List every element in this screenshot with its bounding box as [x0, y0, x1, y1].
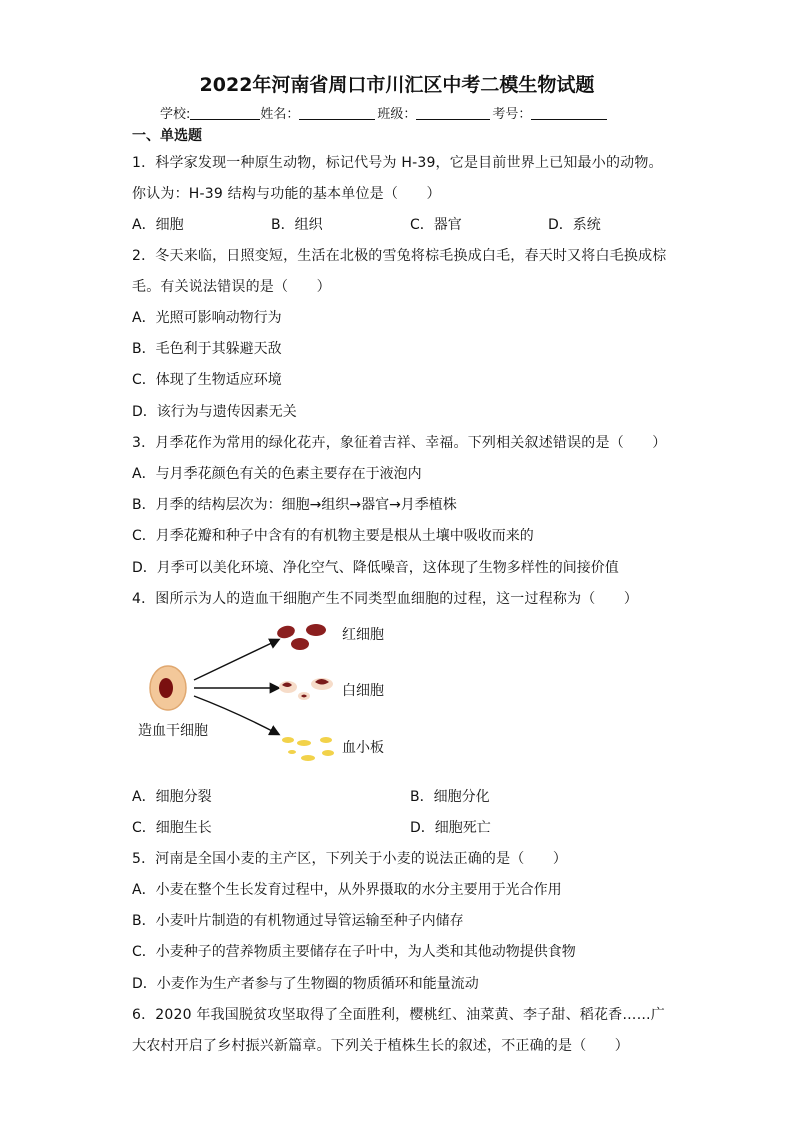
question-4-option-a[interactable]: A．细胞分裂 — [132, 789, 212, 805]
question-2-option-a[interactable]: A．光照可影响动物行为 — [132, 310, 282, 326]
number-blank[interactable] — [531, 107, 607, 120]
platelets — [282, 737, 334, 761]
question-5-option-a[interactable]: A．小麦在整个生长发育过程中，从外界摄取的水分主要用于光合作用 — [132, 882, 562, 898]
name-label: 姓名： — [260, 107, 300, 122]
question-1-line-2: 你认为：H-39 结构与功能的基本单位是（ ） — [132, 186, 441, 202]
question-5-line-1: 5．河南是全国小麦的主产区，下列关于小麦的说法正确的是（ ） — [132, 851, 568, 867]
question-2-line-2: 毛。有关说法错误的是（ ） — [132, 279, 331, 295]
page-title: 2022年河南省周口市川汇区中考二模生物试题 — [199, 74, 595, 96]
question-1-option-a[interactable]: A．细胞 — [132, 217, 184, 233]
blood-cell-diagram — [132, 612, 432, 772]
question-6-line-2: 大农村开启了乡村振兴新篇章。下列关于植株生长的叙述，不正确的是（ ） — [132, 1038, 629, 1054]
question-2-line-1: 2．冬天来临，日照变短，生活在北极的雪兔将棕毛换成白毛，春天时又将白毛换成棕 — [132, 248, 667, 264]
question-1-line-1: 1．科学家发现一种原生动物，标记代号为 H-39，它是目前世界上已知最小的动物。 — [132, 155, 663, 171]
question-2-option-c[interactable]: C．体现了生物适应环境 — [132, 372, 282, 388]
question-4-option-d[interactable]: D．细胞死亡 — [410, 820, 491, 836]
question-2-option-b[interactable]: B．毛色利于其躲避天敌 — [132, 341, 282, 357]
question-1-option-b[interactable]: B．组织 — [271, 217, 323, 233]
question-1-option-d[interactable]: D．系统 — [548, 217, 601, 233]
question-6-line-1: 6．2020 年我国脱贫攻坚取得了全面胜利，樱桃红、油菜黄、李子甜、稻花香……广 — [132, 1007, 665, 1023]
question-4-option-b[interactable]: B．细胞分化 — [410, 789, 490, 805]
question-3-option-d[interactable]: D．月季可以美化环境、净化空气、降低噪音，这体现了生物多样性的间接价值 — [132, 560, 619, 576]
stem-cell-label: 造血干细胞 — [138, 723, 208, 739]
section-title: 一、单选题 — [132, 128, 202, 144]
student-info-row — [160, 103, 607, 122]
white-blood-cells — [279, 678, 333, 700]
question-3-option-a[interactable]: A．与月季花颜色有关的色素主要存在于液泡内 — [132, 466, 422, 482]
school-label: 学校: — [160, 107, 191, 122]
question-3-line-1: 3．月季花作为常用的绿化花卉，象征着吉祥、幸福。下列相关叙述错误的是（ ） — [132, 435, 667, 451]
question-2-option-d[interactable]: D．该行为与遗传因素无关 — [132, 404, 297, 420]
question-5-option-b[interactable]: B．小麦叶片制造的有机物通过导管运输至种子内储存 — [132, 913, 464, 929]
question-5-option-c[interactable]: C．小麦种子的营养物质主要储存在子叶中，为人类和其他动物提供食物 — [132, 944, 576, 960]
school-blank[interactable] — [190, 107, 260, 120]
class-blank[interactable] — [416, 107, 490, 120]
question-3-option-b[interactable]: B．月季的结构层次为：细胞→组织→器官→月季植株 — [132, 497, 457, 513]
blood-cell-diagram-svg — [132, 612, 432, 772]
white-cell-label: 白细胞 — [342, 683, 384, 699]
question-1-option-c[interactable]: C．器官 — [410, 217, 462, 233]
red-cell-label: 红细胞 — [342, 627, 384, 643]
arrow-to-red — [194, 640, 278, 680]
platelet-label: 血小板 — [342, 740, 384, 756]
question-4-line-1: 4．图所示为人的造血干细胞产生不同类型血细胞的过程，这一过程称为（ ） — [132, 591, 639, 607]
question-4-option-c[interactable]: C．细胞生长 — [132, 820, 212, 836]
question-5-option-d[interactable]: D．小麦作为生产者参与了生物圈的物质循环和能量流动 — [132, 976, 479, 992]
class-label: 班级： — [377, 107, 417, 122]
stem-cell — [150, 666, 186, 710]
question-3-option-c[interactable]: C．月季花瓣和种子中含有的有机物主要是根从土壤中吸收而来的 — [132, 528, 534, 544]
number-label: 考号： — [492, 107, 532, 122]
red-blood-cells — [276, 624, 326, 650]
name-blank[interactable] — [299, 107, 375, 120]
